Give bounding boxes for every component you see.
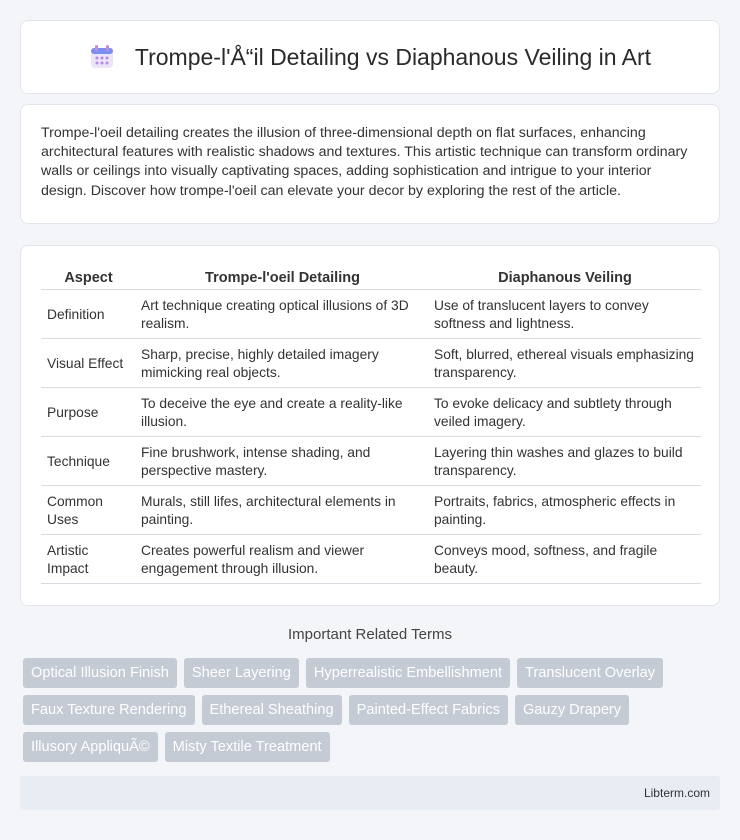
row-trompe-loeil: Sharp, precise, highly detailed imagery mimicking real objects.: [136, 339, 429, 388]
footer-site-link[interactable]: Libterm.com: [643, 786, 710, 800]
row-aspect: Definition: [41, 290, 136, 339]
header-aspect: Aspect: [41, 263, 136, 290]
row-trompe-loeil: Creates powerful realism and viewer engagement through illusion.: [136, 535, 429, 584]
related-term-tag[interactable]: Misty Textile Treatment: [165, 732, 330, 762]
row-diaphanous: Portraits, fabrics, atmospheric effects in painting.: [429, 486, 701, 535]
row-diaphanous: Soft, blurred, ethereal visuals emphasizing transparency.: [429, 339, 701, 388]
row-aspect: Common Uses: [41, 486, 136, 535]
table-row: [41, 388, 701, 437]
row-trompe-loeil: To deceive the eye and create a reality-like illusion.: [136, 388, 429, 437]
related-term-tag[interactable]: Illusory AppliquÃ©: [23, 732, 158, 762]
related-term-tag[interactable]: Optical Illusion Finish: [23, 658, 177, 688]
related-terms-title: Important Related Terms: [288, 626, 452, 643]
header-trompe-loeil: Trompe-l'oeil Detailing: [136, 263, 429, 290]
related-term-tag[interactable]: Sheer Layering: [184, 658, 299, 688]
table-row: [41, 535, 701, 584]
related-term-tag[interactable]: Translucent Overlay: [517, 658, 663, 688]
row-trompe-loeil: Fine brushwork, intense shading, and perspective mastery.: [136, 437, 429, 486]
row-diaphanous: Layering thin washes and glazes to build transparency.: [429, 437, 701, 486]
row-diaphanous: Conveys mood, softness, and fragile beauty.: [429, 535, 701, 584]
footer: [20, 776, 720, 810]
row-aspect: Artistic Impact: [41, 535, 136, 584]
row-aspect: Visual Effect: [41, 339, 136, 388]
table-row: [41, 437, 701, 486]
related-term-tag[interactable]: Painted-Effect Fabrics: [349, 695, 508, 725]
table-row: [41, 339, 701, 388]
row-diaphanous: To evoke delicacy and subtlety through veiled imagery.: [429, 388, 701, 437]
related-term-tag[interactable]: Hyperrealistic Embellishment: [306, 658, 510, 688]
related-terms-list: [23, 658, 723, 769]
table-row: [41, 486, 701, 535]
table-row: [41, 290, 701, 339]
table-header-row: [41, 263, 701, 290]
row-trompe-loeil: Art technique creating optical illusions of 3D realism.: [136, 290, 429, 339]
intro-paragraph: Trompe-l'oeil detailing creates the illusion of three-dimensional depth on flat surfaces, enhancing architectural features with realistic shadows and textures. This artistic technique can transform ordinary walls or ceilings into visually captivating spaces, adding sophistication and intrigue to your interior design. Discover how trompe-l'oeil can elevate your decor by exploring the rest of the article.: [41, 125, 688, 199]
row-aspect: Purpose: [41, 388, 136, 437]
intro-card: [20, 104, 720, 224]
row-diaphanous: Use of translucent layers to convey softness and lightness.: [429, 290, 701, 339]
row-trompe-loeil: Murals, still lifes, architectural elements in painting.: [136, 486, 429, 535]
header-diaphanous: Diaphanous Veiling: [429, 263, 701, 290]
related-term-tag[interactable]: Gauzy Drapery: [515, 695, 629, 725]
page-title: Trompe-l'Å“il Detailing vs Diaphanous Veiling in Art: [134, 43, 652, 70]
header-card: [20, 20, 720, 94]
calendar-icon: [89, 44, 115, 70]
comparison-table-card: [20, 245, 720, 606]
related-term-tag[interactable]: Ethereal Sheathing: [202, 695, 342, 725]
row-aspect: Technique: [41, 437, 136, 486]
related-term-tag[interactable]: Faux Texture Rendering: [23, 695, 195, 725]
comparison-table: [41, 263, 701, 584]
